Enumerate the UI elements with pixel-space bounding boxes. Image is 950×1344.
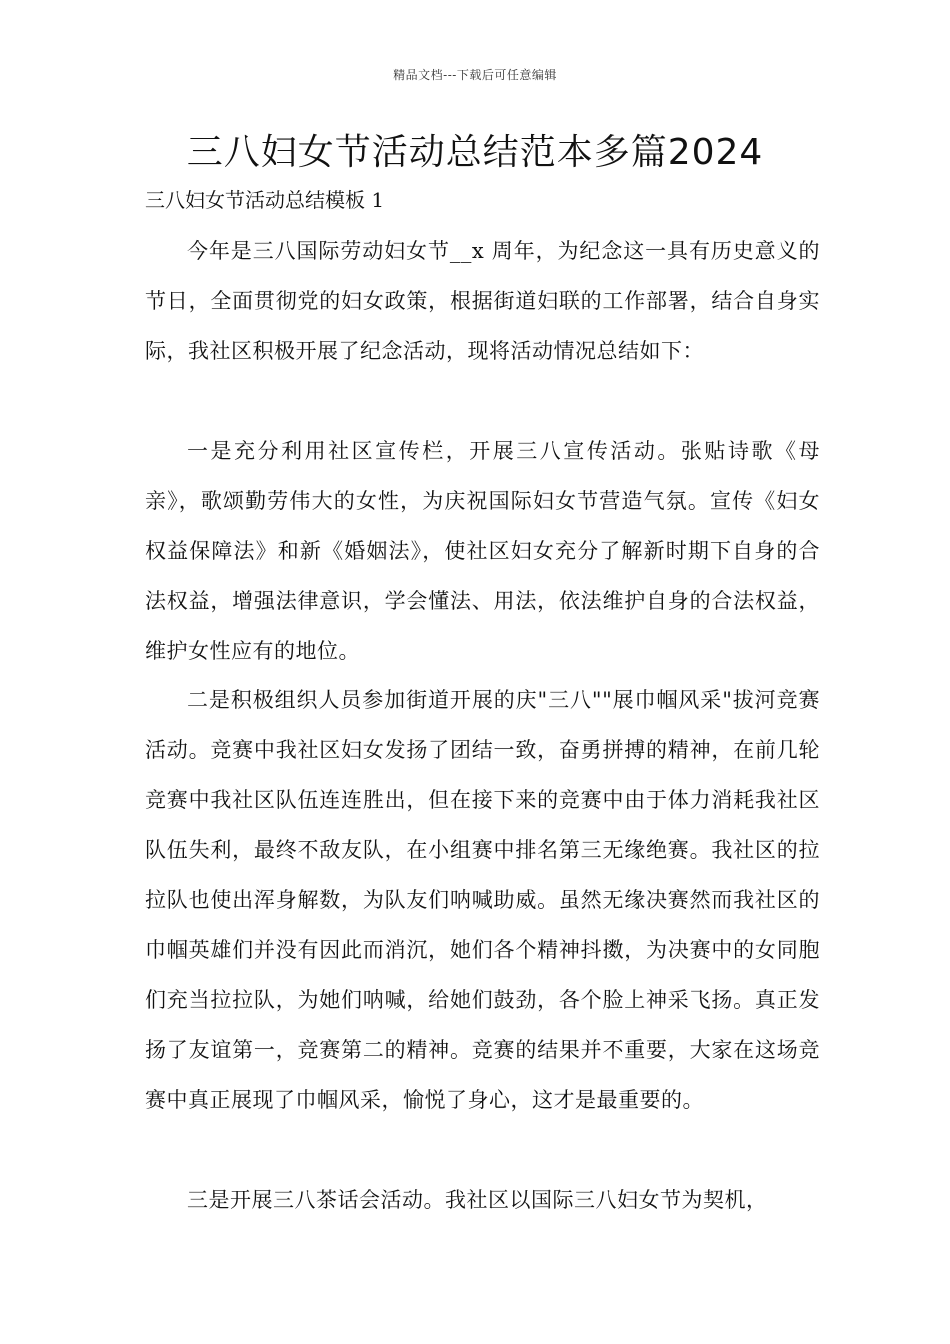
header-note: 精品文档---下载后可任意编辑 <box>393 68 557 82</box>
paragraph-item-3: 三是开展三八茶话会活动。我社区以国际三八妇女节为契机， <box>187 1188 768 1212</box>
paragraph-item-1: 一是充分利用社区宣传栏，开展三八宣传活动。张贴诗歌《母亲》，歌颂勤劳伟大的女性，为庆祝国际妇女节营造气氛。宣传《妇女权益保障法》和新《婚姻法》，使社区妇女充分了解新时期下自身的合法权益，增强法律意识，学会懂法、用法，依法维护自身的合法权益，维护女性应有的地位。 <box>145 439 820 663</box>
paragraph-item-2: 二是积极组织人员参加街道开展的庆"三八""展巾帼风采"拔河竞赛活动。竞赛中我社区妇女发扬了团结一致，奋勇拼搏的精神，在前几轮竞赛中我社区队伍连连胜出，但在接下来的竞赛中由于体力消耗我社区队伍失利，最终不敌友队，在小组赛中排名第三无缘绝赛。我社区的拉拉队也使出浑身解数，为队友们呐喊助威。虽然无缘决赛然而我社区的巾帼英雄们并没有因此而消沉，她们各个精神抖擞，为决赛中的女同胞们充当拉拉队，为她们呐喊，给她们鼓劲，各个脸上神采飞扬。真正发扬了友谊第一，竞赛第二的精神。竞赛的结果并不重要，大家在这场竞赛中真正展现了巾帼风采，愉悦了身心，这才是最重要的。 <box>145 688 820 1112</box>
paragraph-intro: 今年是三八国际劳动妇女节__x 周年，为纪念这一具有历史意义的节日，全面贯彻党的妇女政策，根据街道妇联的工作部署，结合自身实际，我社区积极开展了纪念活动，现将活动情况总结如下： <box>145 239 820 363</box>
document-title: 三八妇女节活动总结范本多篇2024 <box>186 132 764 173</box>
section-heading: 三八妇女节活动总结模板 1 <box>145 188 385 212</box>
